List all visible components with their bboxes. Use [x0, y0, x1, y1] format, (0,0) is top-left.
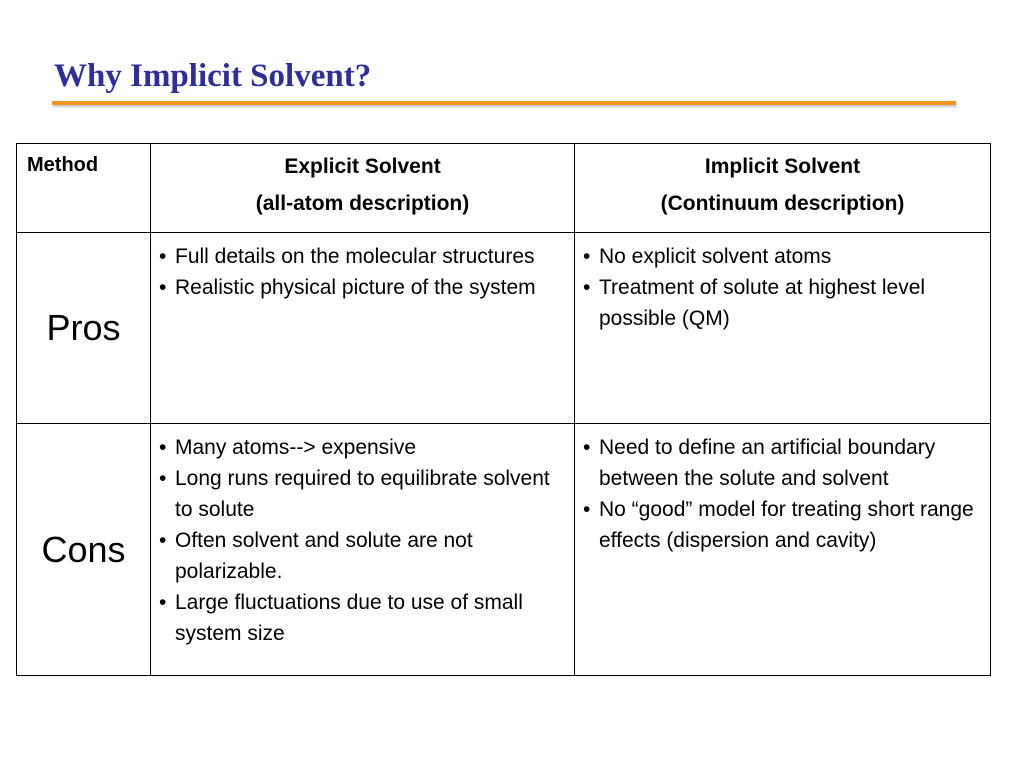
explicit-solvent-subtitle: (all-atom description): [255, 192, 470, 215]
implicit-solvent-subtitle: (Continuum description): [660, 192, 905, 215]
pros-row: [17, 233, 991, 424]
explicit-solvent-title: Explicit Solvent: [284, 155, 441, 178]
list-item-text: Long runs required to equilibrate solvent to solute: [175, 467, 550, 521]
cons-label: Cons: [17, 424, 151, 676]
list-item: [583, 494, 984, 556]
bullet-icon: •: [583, 498, 591, 521]
list-item-text: Need to define an artificial boundary between the solute and solvent: [599, 436, 936, 490]
pros-label: Pros: [17, 233, 151, 424]
cons-explicit-cell: [151, 424, 575, 676]
list-item-text: Full details on the molecular structures: [175, 245, 535, 268]
list-item-text: Treatment of solute at highest level possible (QM): [599, 276, 926, 330]
pros-explicit-cell: [151, 233, 575, 424]
list-item: [583, 241, 984, 272]
explicit-solvent-header: [151, 144, 575, 233]
implicit-solvent-header: [575, 144, 991, 233]
list-item: [159, 241, 568, 272]
list-item: [159, 587, 568, 649]
list-item: [159, 272, 568, 303]
list-item-text: Large fluctuations due to use of small system size: [175, 591, 523, 645]
pros-implicit-list: [575, 233, 990, 334]
list-item: [159, 463, 568, 525]
method-header: Method: [17, 144, 151, 233]
pros-implicit-cell: [575, 233, 991, 424]
list-item-text: No explicit solvent atoms: [599, 245, 832, 268]
bullet-icon: •: [159, 529, 167, 552]
cons-explicit-list: [151, 424, 574, 649]
bullet-icon: •: [159, 591, 167, 614]
list-item: [583, 272, 984, 334]
header-row: [17, 144, 991, 233]
bullet-icon: •: [159, 245, 167, 268]
slide-title: Why Implicit Solvent?: [54, 58, 372, 94]
title-underline: [52, 101, 956, 105]
list-item-text: Often solvent and solute are not polarizable.: [175, 529, 473, 583]
bullet-icon: •: [159, 276, 167, 299]
list-item: [159, 432, 568, 463]
list-item-text: No “good” model for treating short range effects (dispersion and cavity): [599, 498, 974, 552]
list-item: [159, 525, 568, 587]
cons-implicit-list: [575, 424, 990, 556]
bullet-icon: •: [159, 436, 167, 459]
bullet-icon: •: [159, 467, 167, 490]
cons-implicit-cell: [575, 424, 991, 676]
bullet-icon: •: [583, 245, 591, 268]
bullet-icon: •: [583, 436, 591, 459]
list-item-text: Realistic physical picture of the system: [175, 276, 536, 299]
pros-explicit-list: [151, 233, 574, 303]
bullet-icon: •: [583, 276, 591, 299]
cons-row: [17, 424, 991, 676]
comparison-table: [16, 143, 991, 676]
implicit-solvent-title: Implicit Solvent: [704, 155, 861, 178]
list-item: [583, 432, 984, 494]
list-item-text: Many atoms--> expensive: [175, 436, 417, 459]
